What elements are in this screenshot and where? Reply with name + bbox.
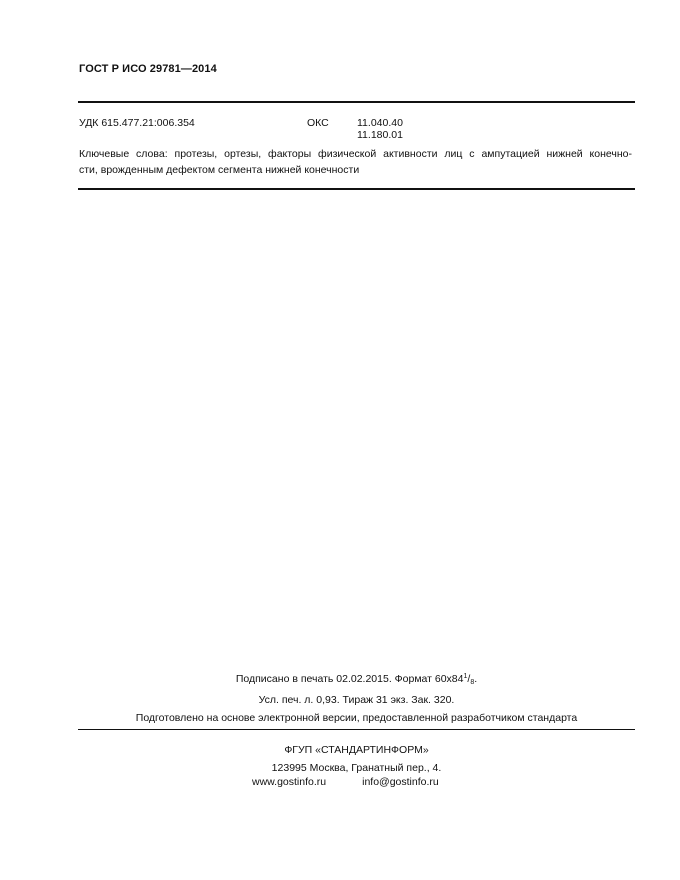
publisher-address: 123995 Москва, Гранатный пер., 4. [271, 762, 442, 774]
colophon-divider [78, 729, 635, 730]
prepared-note: Подготовлено на основе электронной версии, предоставленной разработчиком стандарта [135, 712, 578, 724]
email-link[interactable]: info@gostinfo.ru [362, 776, 439, 788]
signed-to-print: Подписано в печать 02.02.2015. Формат $60х84^1/_8$. [235, 673, 478, 686]
keywords [79, 146, 632, 178]
oks-label: ОКС [307, 117, 329, 129]
keywords-divider [78, 188, 635, 190]
keywords-line: Ключевые слова: протезы, ортезы, факторы физической активности лиц с ампутацией нижней конечно- [79, 148, 632, 160]
udc-code: УДК 615.477.21:006.354 [79, 117, 195, 129]
oks-codes [357, 117, 403, 141]
keywords-line: сти, врожденным дефектом сегмента нижней конечности [79, 164, 360, 176]
top-divider [78, 101, 635, 103]
print-info: Усл. печ. л. 0,93. Тираж 31 экз. Зак. 320. [258, 694, 455, 706]
oks-code: 11.180.01 [357, 129, 403, 141]
oks-code: 11.040.40 [357, 117, 403, 129]
publisher-contacts [252, 776, 439, 788]
publisher-name: ФГУП «СТАНДАРТИНФОРМ» [284, 744, 429, 756]
website-link[interactable]: www.gostinfo.ru [252, 776, 327, 788]
document-code: ГОСТ Р ИСО 29781—2014 [79, 63, 217, 75]
